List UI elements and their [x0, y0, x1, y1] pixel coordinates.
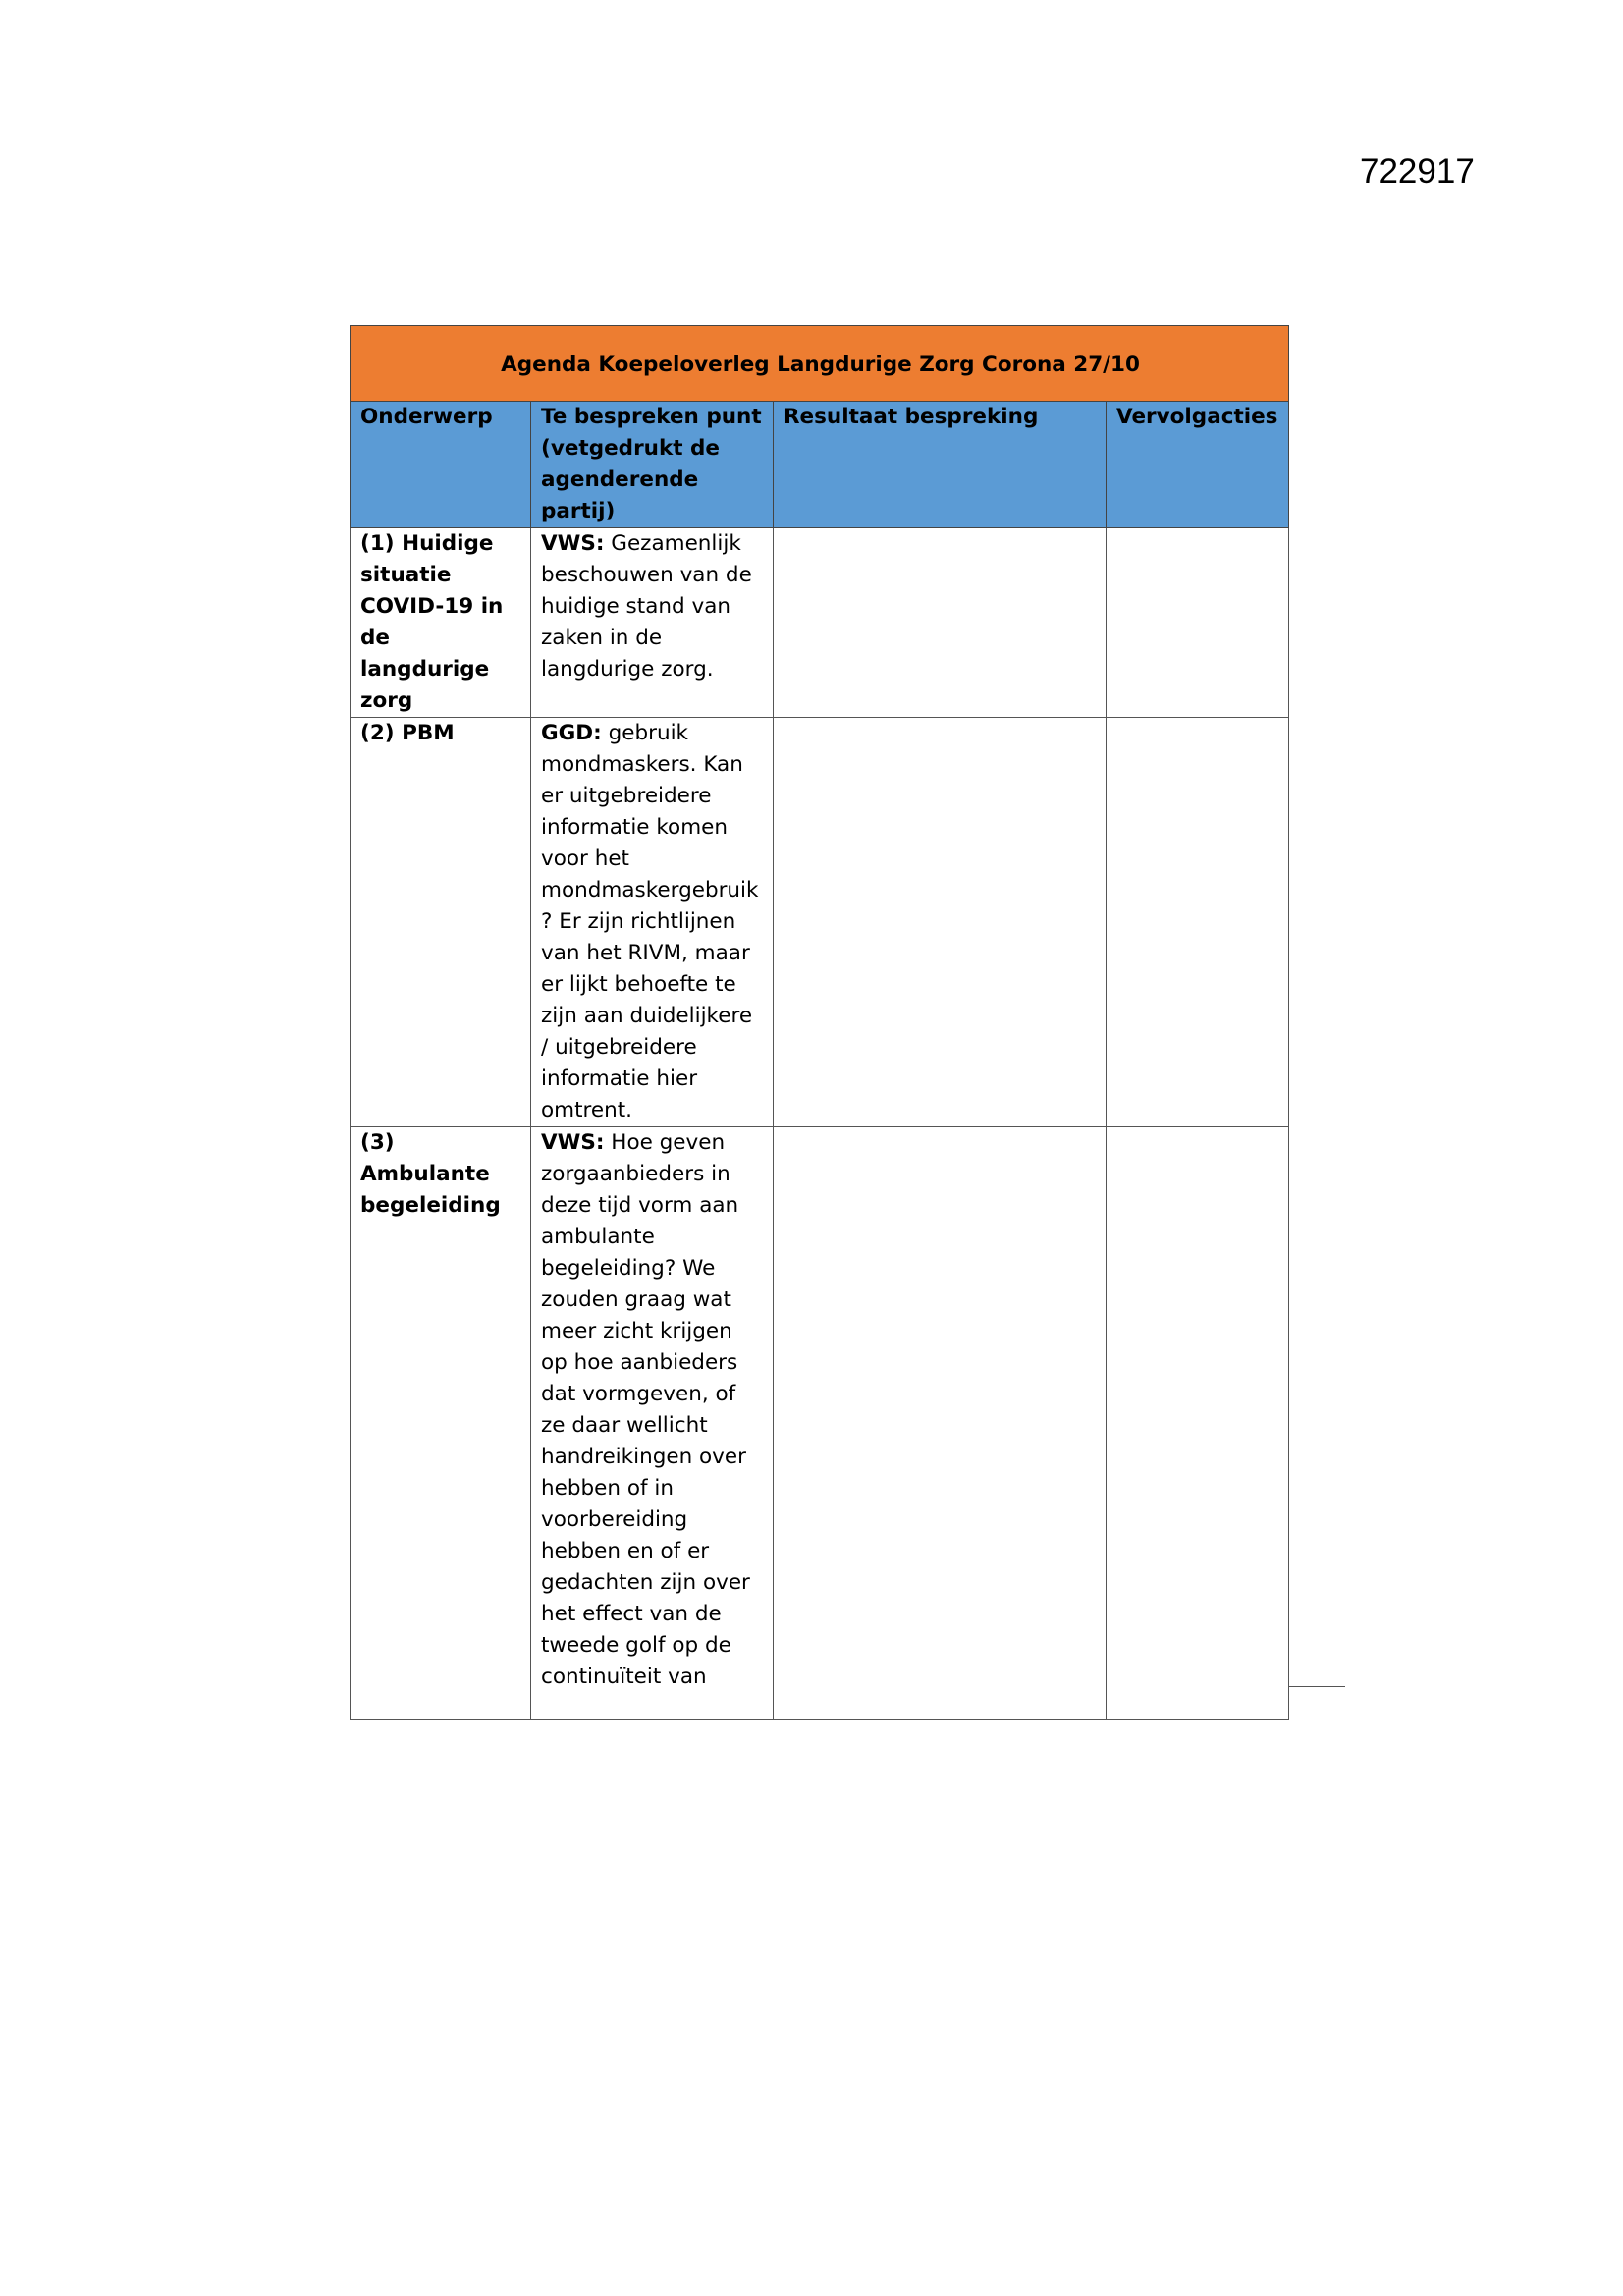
- row-subject: (3) Ambulante begeleiding: [351, 1127, 531, 1720]
- row-point: [531, 718, 774, 1127]
- header-row: [351, 402, 1289, 528]
- party-label: VWS:: [541, 531, 605, 556]
- table-row: [351, 1127, 1289, 1720]
- table-bottom-line-extension: [1288, 1686, 1345, 1687]
- agenda-title: Agenda Koepeloverleg Langdurige Zorg Corona 27/10: [351, 326, 1289, 402]
- row-result: [774, 718, 1107, 1127]
- row-point: [531, 528, 774, 718]
- row-followup: [1107, 718, 1289, 1127]
- party-label: VWS:: [541, 1130, 605, 1155]
- row-result: [774, 528, 1107, 718]
- row-subject: (1) Huidige situatie COVID-19 in de langdurige zorg: [351, 528, 531, 718]
- row-followup: [1107, 1127, 1289, 1720]
- point-text: Hoe geven zorgaanbieders in deze tijd vorm aan ambulante begeleiding? We zouden graag wat meer zicht krijgen op hoe aanbieders dat vormgeven, of ze daar wellicht handreikingen over hebben of in voorbereiding hebben en of er gedachten zijn over het effect van de tweede golf op de continuïteit van: [541, 1130, 750, 1689]
- table-row: [351, 718, 1289, 1127]
- agenda-table: [350, 325, 1289, 1720]
- row-result: [774, 1127, 1107, 1720]
- point-text: Gezamenlijk beschouwen van de huidige stand van zaken in de langdurige zorg.: [541, 531, 752, 682]
- header-discussion-point: Te bespreken punt (vetgedrukt de agenderende partij): [531, 402, 774, 528]
- row-point: [531, 1127, 774, 1720]
- header-result: Resultaat bespreking: [774, 402, 1107, 528]
- table-row: [351, 528, 1289, 718]
- party-label: GGD:: [541, 721, 602, 745]
- header-followup: Vervolgacties: [1107, 402, 1289, 528]
- point-text: gebruik mondmaskers. Kan er uitgebreidere informatie komen voor het mondmaskergebruik ? Er zijn richtlijnen van het RIVM, maar er lijkt behoefte te zijn aan duidelijkere / uitgebreidere informatie hier omtrent.: [541, 721, 759, 1122]
- header-subject: Onderwerp: [351, 402, 531, 528]
- row-followup: [1107, 528, 1289, 718]
- row-subject: (2) PBM: [351, 718, 531, 1127]
- document-number: 722917: [1360, 152, 1475, 191]
